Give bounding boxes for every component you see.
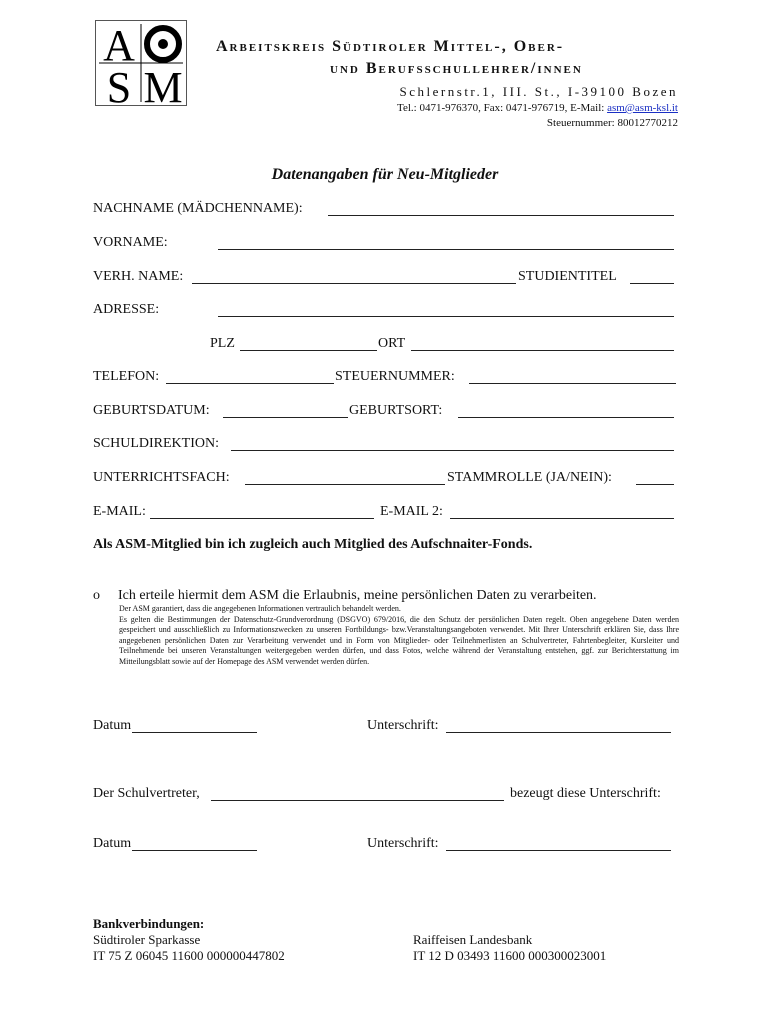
org-address: Schlernstr.1, III. St., I-39100 Bozen <box>399 84 678 99</box>
email2-field[interactable] <box>450 504 674 519</box>
school-direction-field[interactable] <box>231 436 674 451</box>
married-name-label: VERH. NAME: <box>93 269 184 284</box>
date-label-2: Datum <box>93 836 132 851</box>
zip-label: PLZ <box>210 336 235 351</box>
representative-label: Der Schulvertreter, <box>93 786 200 801</box>
org-tax-number: Steuernummer: 80012770212 <box>546 117 678 129</box>
tax-id-label: STEUERNUMMER: <box>335 369 455 384</box>
signature-label-1: Unterschrift: <box>367 718 439 733</box>
date-label-1: Datum <box>93 718 132 733</box>
email-label: E-MAIL: <box>93 504 146 519</box>
email-field[interactable] <box>150 504 374 519</box>
school-direction-label: SCHULDIREKTION: <box>93 436 219 451</box>
form-title: Datenangaben für Neu-Mitglieder <box>271 166 499 183</box>
address-label: ADRESSE: <box>93 302 160 317</box>
birthdate-label: GEBURTSDATUM: <box>93 403 210 418</box>
bank-1-name: Südtiroler Sparkasse <box>93 932 201 947</box>
signature-label-2: Unterschrift: <box>367 836 439 851</box>
privacy-body: Es gelten die Bestimmungen der Datenschutz-Grundverordnung (DSGVO) 679/2016, die den Schutz der persönlichen Daten regelt. Oben angegebene Daten werden gespeichert und ausschließlich zu Informationszwecken zu unseren Fortbildungs- bzw.Veranstaltungsangeboten verwendet. Mit Ihrer Unterschrift erklären Sie, dass Ihre angegebenen persönlichen Daten zur Verarbeitung verwendet und in Form von Mitglieder- oder Teilnehmerlisten an Schulvertreter, Fahrtenbegleiter, Kursleiter und Teilnehmende bei unseren Veranstaltungen weitergegeben werden dürfen, und dass Fotos, welche während der Veranstaltung entstehen, ggf. zur Berichterstattung im Mitteilungsblatt sowie auf der Homepage des ASM verwendet werden dürfen. <box>119 614 679 666</box>
permanent-role-field[interactable] <box>636 470 674 485</box>
org-name-line2: und Berufsschullehrer/innen <box>330 60 583 77</box>
phone-field[interactable] <box>166 369 334 384</box>
bank-2 <box>413 932 606 964</box>
lastname-field[interactable] <box>328 201 674 216</box>
signature-field-2[interactable] <box>446 836 671 851</box>
date-field-2[interactable] <box>132 836 257 851</box>
address-field[interactable] <box>218 302 674 317</box>
bank-1 <box>93 932 285 964</box>
signature-field-1[interactable] <box>446 718 671 733</box>
tax-id-field[interactable] <box>469 369 676 384</box>
bank-2-name: Raiffeisen Landesbank <box>413 932 533 947</box>
academic-title-field[interactable] <box>630 269 674 284</box>
email-link[interactable]: asm@asm-ksl.it <box>607 102 678 114</box>
birthdate-field[interactable] <box>223 403 348 418</box>
email2-label: E-MAIL 2: <box>380 504 443 519</box>
zip-field[interactable] <box>240 336 377 351</box>
privacy-notice <box>119 604 679 667</box>
subject-field[interactable] <box>245 470 445 485</box>
privacy-line1: Der ASM garantiert, dass die angegebenen Informationen vertraulich behandelt werden. <box>119 604 401 613</box>
subject-label: UNTERRICHTSFACH: <box>93 470 230 485</box>
academic-title-label: STUDIENTITEL <box>518 269 617 284</box>
consent-text: Ich erteile hiermit dem ASM die Erlaubnis, meine persönlichen Daten zu verarbeiten. <box>118 588 597 603</box>
bank-heading: Bankverbindungen: <box>93 916 205 931</box>
svg-text:S: S <box>106 63 132 106</box>
birthplace-field[interactable] <box>458 403 674 418</box>
consent-checkbox[interactable]: o <box>93 588 100 603</box>
date-field-1[interactable] <box>132 718 257 733</box>
representative-field[interactable] <box>211 786 504 801</box>
svg-text:M: M <box>143 63 183 106</box>
firstname-field[interactable] <box>218 235 674 250</box>
married-name-field[interactable] <box>192 269 516 284</box>
svg-text:A: A <box>103 21 135 70</box>
city-label: ORT <box>378 336 406 351</box>
fund-membership-note: Als ASM-Mitglied bin ich zugleich auch Mitglied des Aufschnaiter-Fonds. <box>93 537 533 552</box>
bank-2-iban: IT 12 D 03493 11600 000300023001 <box>413 948 607 963</box>
firstname-label: VORNAME: <box>93 235 168 250</box>
lastname-label: NACHNAME (MÄDCHENNAME): <box>93 201 303 216</box>
phone-label: TELEFON: <box>93 369 160 384</box>
org-contact: Tel.: 0471-976370, Fax: 0471-976719, E-Mail: asm@asm-ksl.it <box>397 102 678 114</box>
permanent-role-label: STAMMROLLE (JA/NEIN): <box>447 470 612 485</box>
city-field[interactable] <box>411 336 674 351</box>
birthplace-label: GEBURTSORT: <box>349 403 443 418</box>
org-name-line1: Arbeitskreis Südtiroler Mittel-, Ober- <box>216 38 565 55</box>
bank-1-iban: IT 75 Z 06045 11600 000000447802 <box>93 948 285 963</box>
asm-logo <box>95 20 187 106</box>
representative-suffix: bezeugt diese Unterschrift: <box>510 786 661 801</box>
